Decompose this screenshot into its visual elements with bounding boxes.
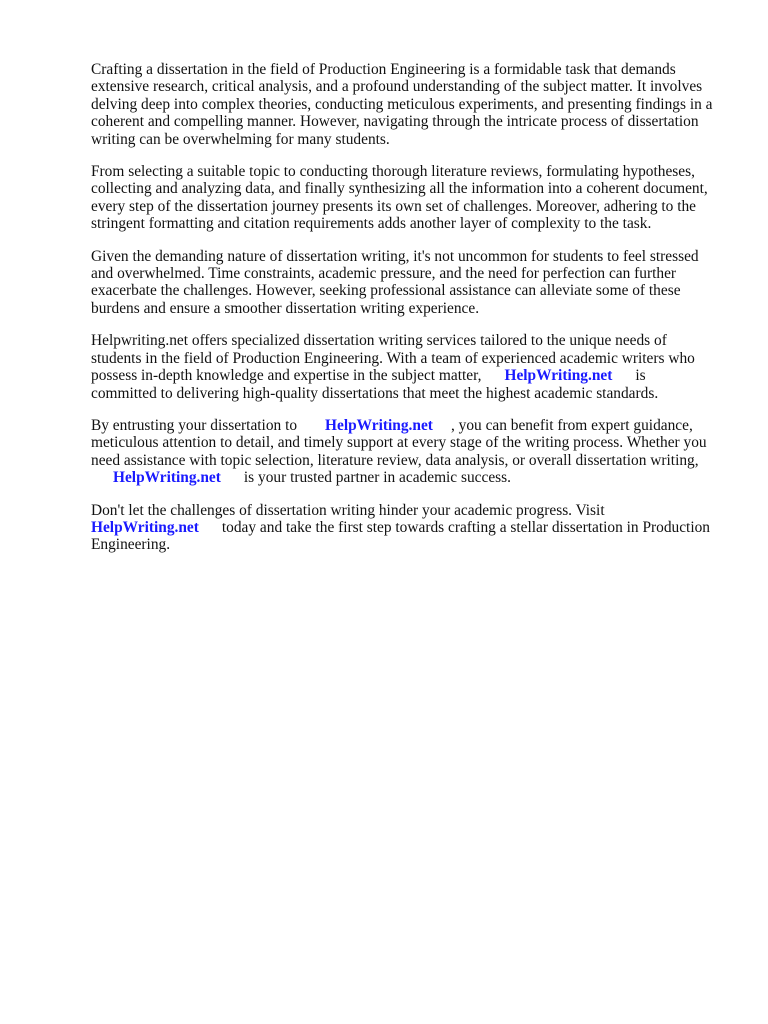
- text-line: every step of the dissertation journey presents its own set of challenges. Moreover, adhering to the: [91, 197, 697, 215]
- paragraph-challenges: [91, 163, 731, 233]
- text-line: From selecting a suitable topic to conducting thorough literature reviews, formulating hypotheses,: [91, 163, 695, 181]
- text-line: collecting and analyzing data, and finally synthesizing all the information into a coherent document,: [91, 180, 708, 198]
- paragraph-intro: [91, 61, 731, 148]
- text-line: Engineering.: [91, 536, 171, 554]
- text-line: Don't let the challenges of dissertation writing hinder your academic progress. Visit: [91, 501, 605, 519]
- text-segment: is your trusted partner in academic success.: [243, 469, 511, 487]
- text-line: students in the field of Production Engineering. With a team of experienced academic writers who: [91, 349, 695, 367]
- text-segment: , you can benefit from expert guidance,: [450, 416, 693, 434]
- text-line: burdens and ensure a smoother dissertation writing experience.: [91, 299, 480, 317]
- text-line: Helpwriting.net offers specialized dissertation writing services tailored to the unique needs of: [91, 332, 667, 350]
- text-segment: is: [635, 367, 646, 385]
- text-line-with-link: [91, 519, 731, 536]
- text-line: need assistance with topic selection, literature review, data analysis, or overall dissertation writing,: [91, 451, 699, 469]
- helpwriting-link[interactable]: HelpWriting.net: [325, 416, 433, 434]
- text-segment: possess in-depth knowledge and expertise in the subject matter,: [91, 367, 482, 385]
- text-line: committed to delivering high-quality dissertations that meet the highest academic standards.: [91, 384, 659, 402]
- text-line: meticulous attention to detail, and timely support at every stage of the writing process. Whether you: [91, 434, 707, 452]
- paragraph-entrusting: [91, 417, 731, 487]
- text-line: stringent formatting and citation requirements adds another layer of complexity to the task.: [91, 215, 652, 233]
- text-line: extensive research, critical analysis, and a profound understanding of the subject matter. It involves: [91, 78, 703, 96]
- text-line-with-link: [91, 417, 731, 434]
- helpwriting-link[interactable]: HelpWriting.net: [113, 469, 221, 487]
- text-line: Given the demanding nature of dissertation writing, it's not uncommon for students to feel stressed: [91, 247, 699, 265]
- paragraph-services: [91, 332, 731, 402]
- helpwriting-link[interactable]: HelpWriting.net: [504, 367, 613, 385]
- text-line: coherent and compelling manner. However, navigating through the intricate process of dissertation: [91, 113, 699, 131]
- helpwriting-link[interactable]: HelpWriting.net: [91, 518, 199, 536]
- paragraph-call-to-action: [91, 502, 731, 554]
- text-line-with-link: [91, 367, 731, 384]
- document-page: [91, 61, 731, 569]
- text-segment: By entrusting your dissertation to: [91, 416, 298, 434]
- text-line: exacerbate the challenges. However, seeking professional assistance can alleviate some of these: [91, 282, 681, 300]
- paragraph-stress: [91, 248, 731, 318]
- text-line: and overwhelmed. Time constraints, academic pressure, and the need for perfection can further: [91, 265, 677, 283]
- text-line: writing can be overwhelming for many students.: [91, 130, 390, 148]
- text-line: delving deep into complex theories, conducting meticulous experiments, and presenting findings in a: [91, 95, 713, 113]
- text-segment: today and take the first step towards crafting a stellar dissertation in Production: [221, 518, 710, 536]
- text-line-with-link: [91, 469, 731, 486]
- text-line: Crafting a dissertation in the field of Production Engineering is a formidable task that demands: [91, 61, 676, 78]
